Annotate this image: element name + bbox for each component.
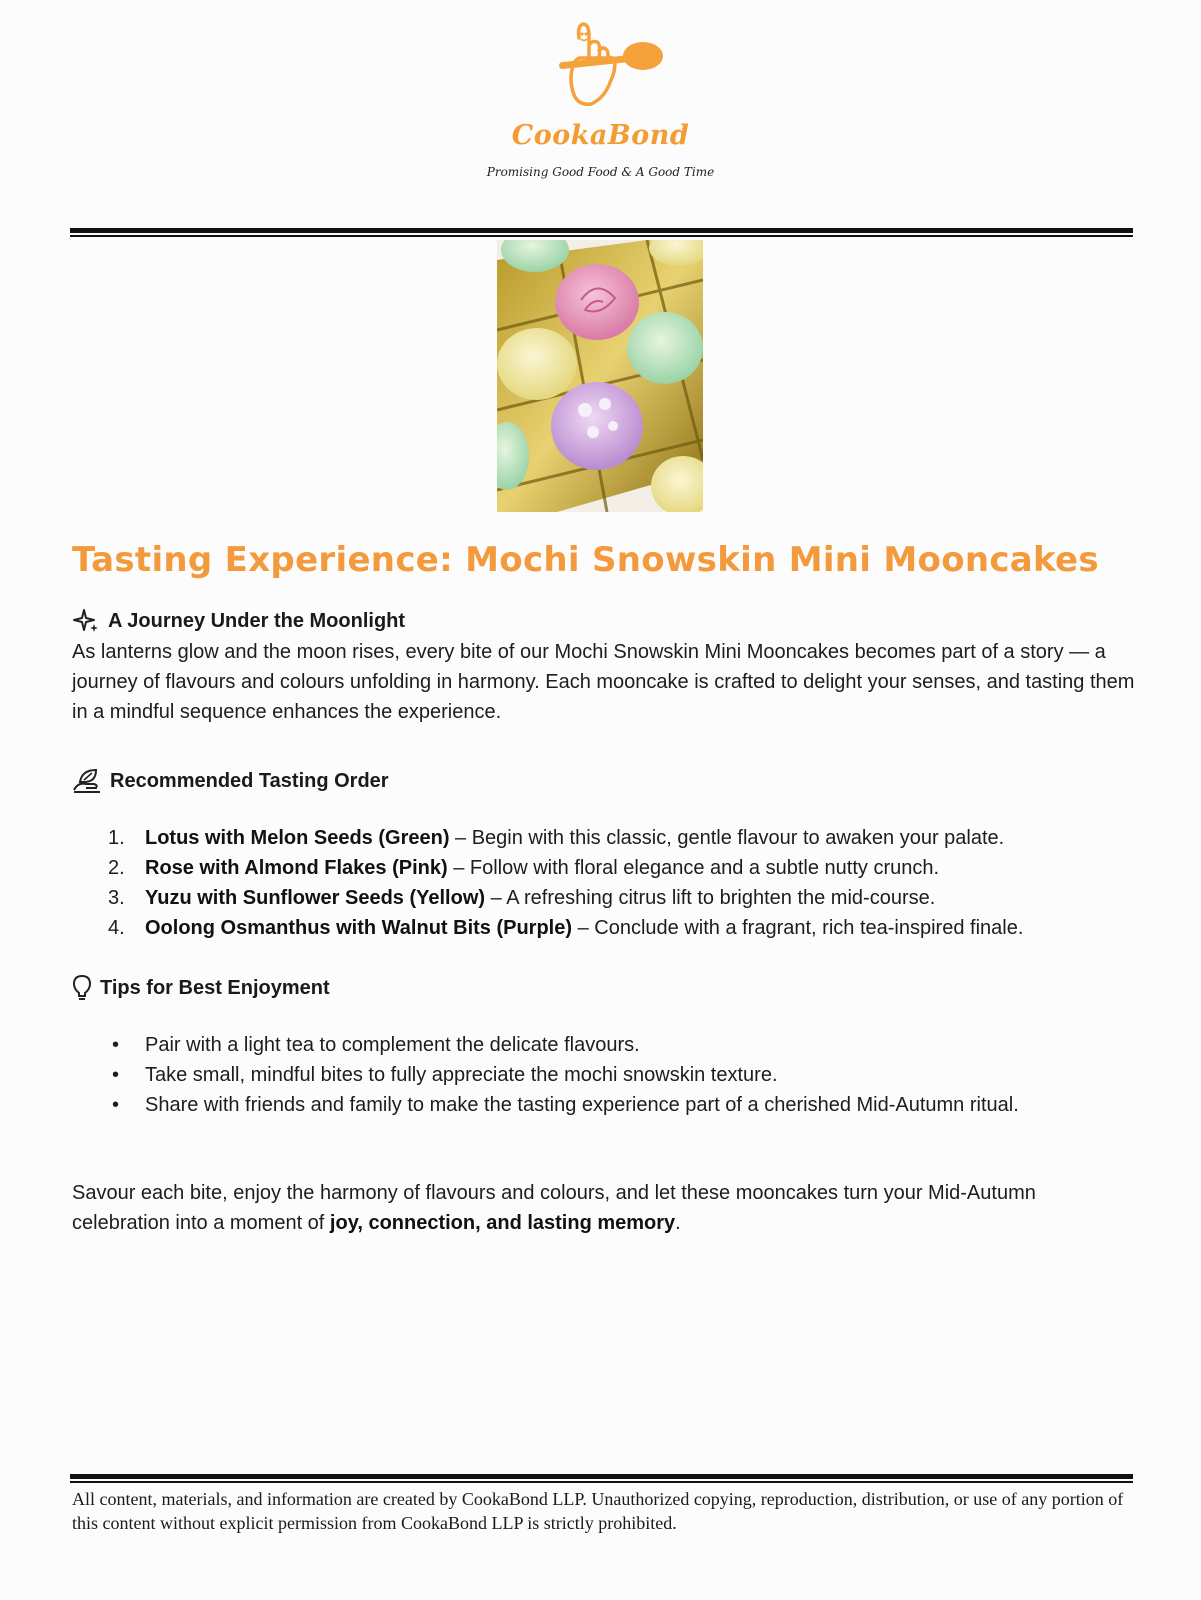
header-divider-thin: [70, 235, 1133, 237]
footer-divider-thin: [70, 1481, 1133, 1483]
header: [0, 18, 1201, 179]
list-item: 2. Rose with Almond Flakes (Pink) – Follow with floral elegance and a subtle nutty crunch.: [108, 857, 940, 879]
list-item: 3. Yuzu with Sunflower Seeds (Yellow) – A refreshing citrus lift to brighten the mid-course.: [108, 887, 936, 909]
list-item: • Share with friends and family to make the tasting experience part of a cherished Mid-Autumn ritual.: [112, 1094, 1019, 1116]
list-item: 1. Lotus with Melon Seeds (Green) – Begin with this classic, gentle flavour to awaken your palate.: [108, 827, 1005, 849]
brand-tagline: Promising Good Food & A Good Time: [486, 165, 715, 179]
flavour-name: Yuzu with Sunflower Seeds (Yellow): [145, 887, 486, 909]
lightbulb-icon: [72, 974, 92, 1002]
journey-heading-text: A Journey Under the Moonlight: [108, 609, 406, 632]
tips-list: [72, 1030, 1152, 1120]
mooncake-box-photo: [497, 240, 703, 512]
header-divider: [70, 228, 1133, 233]
flavour-name: Lotus with Melon Seeds (Green): [145, 827, 450, 849]
list-item: 4. Oolong Osmanthus with Walnut Bits (Purple) – Conclude with a fragrant, rich tea-inspired finale.: [108, 917, 1024, 939]
flavour-description: – Follow with floral elegance and a subtle nutty crunch.: [447, 857, 940, 879]
cookabond-hand-spoon-logo-icon: [531, 18, 671, 118]
footer-divider: [70, 1474, 1133, 1479]
brand-name: CookaBond: [511, 120, 690, 151]
flavour-name: Rose with Almond Flakes (Pink): [145, 857, 448, 879]
page-title: Tasting Experience: Mochi Snowskin Mini Mooncakes: [72, 540, 1099, 580]
list-item: • Take small, mindful bites to fully appreciate the mochi snowskin texture.: [112, 1064, 778, 1086]
leaf-hand-icon: [72, 768, 102, 794]
flavour-description: – A refreshing citrus lift to brighten the mid-course.: [485, 887, 936, 909]
section-tips-heading: [72, 974, 330, 1002]
order-heading-text: Recommended Tasting Order: [110, 769, 389, 792]
section-order-heading: [72, 768, 389, 794]
tasting-order-list: [72, 823, 1152, 943]
list-item: • Pair with a light tea to complement the delicate flavours.: [112, 1034, 640, 1056]
closing-paragraph: Savour each bite, enjoy the harmony of flavours and colours, and let these mooncakes turn your Mid-Autumn celebration into a moment of joy, connection, and lasting memory.: [72, 1182, 1036, 1234]
flavour-description: – Begin with this classic, gentle flavour to awaken your palate.: [449, 827, 1005, 849]
tips-heading-text: Tips for Best Enjoyment: [100, 976, 330, 999]
section-journey-heading: [72, 608, 405, 634]
flavour-name: Oolong Osmanthus with Walnut Bits (Purple): [145, 917, 573, 939]
flavour-description: – Conclude with a fragrant, rich tea-inspired finale.: [572, 917, 1024, 939]
journey-paragraph: As lanterns glow and the moon rises, every bite of our Mochi Snowskin Mini Mooncakes becomes part of a story — a journey of flavours and colours unfolding in harmony. Each mooncake is crafted to delight your senses, and tasting them in a mindful sequence enhances the experience.: [72, 641, 1135, 723]
sparkle-icon: [72, 608, 100, 634]
copyright-notice: All content, materials, and information are created by CookaBond LLP. Unauthorized copying, reproduction, distribution, or use of any portion of this content without explicit permission from CookaBond LLP is strictly prohibited.: [72, 1489, 1124, 1533]
closing-emphasis: joy, connection, and lasting memory: [329, 1212, 676, 1234]
